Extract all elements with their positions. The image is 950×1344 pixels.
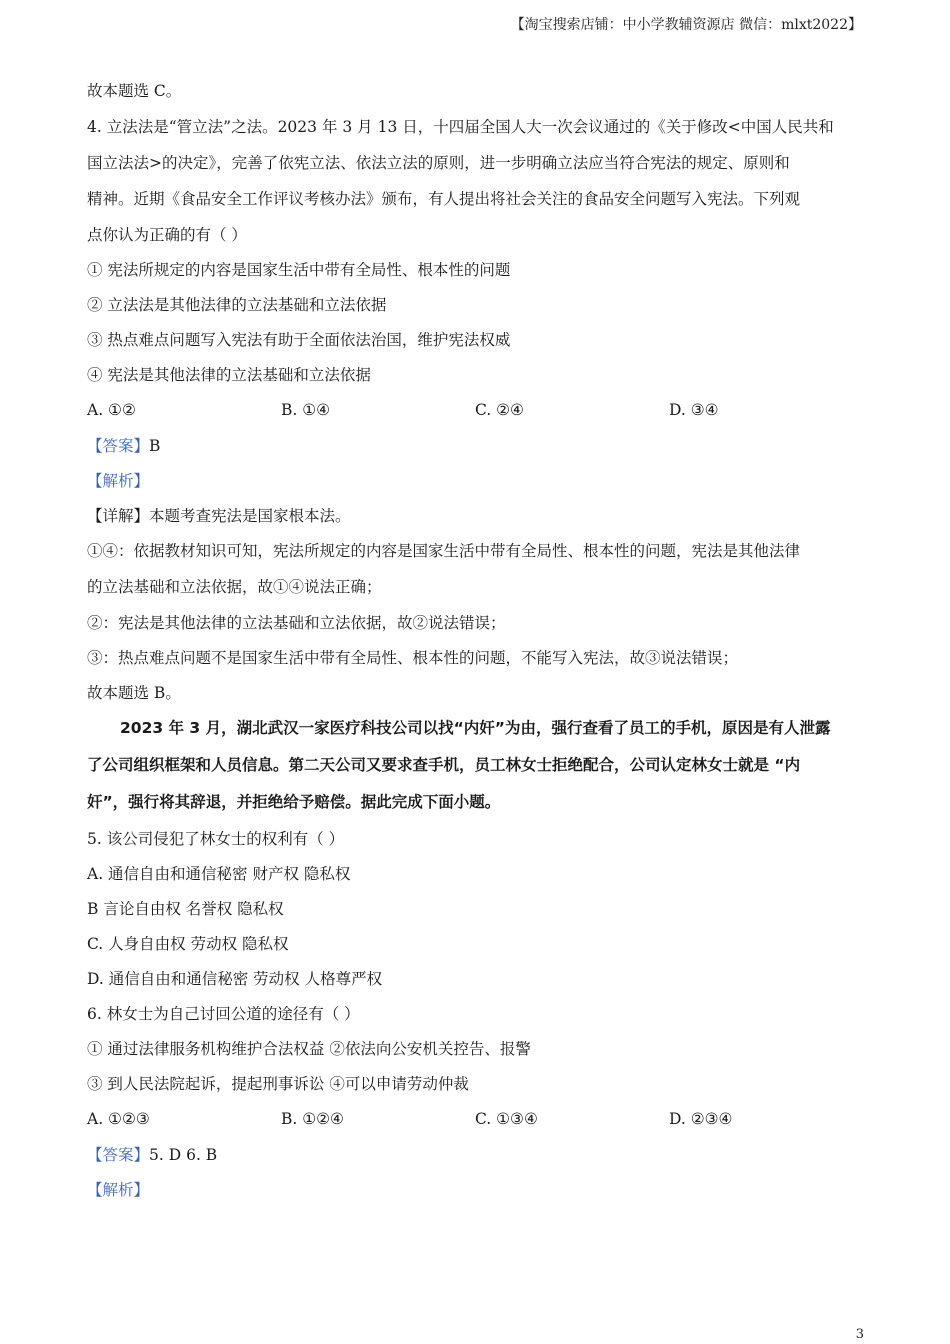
option-a: A. ①②③ — [87, 1110, 150, 1128]
text-line: 的立法基础和立法依据，故①④说法正确； — [87, 578, 382, 596]
material-passage: 2023 年 3 月，湖北武汉一家医疗科技公司以找“内奸”为由，强行查看了员工的手机，原因是有人泄露 — [120, 719, 831, 737]
answer-tag: 【答案】 — [87, 1146, 150, 1164]
question-6-stem: 6. 林女士为自己讨回公道的途径有（ ） — [87, 1005, 360, 1023]
answer-line — [87, 1142, 867, 1177]
statement-pair: ③ 到人民法院起诉，提起刑事诉讼 ④可以申请劳动仲裁 — [87, 1075, 469, 1093]
page-header-watermark: 【淘宝搜索店铺：中小学教辅资源店 微信：mlxt2022】 — [510, 17, 862, 33]
text-line: 国立法法>的决定》，完善了依宪立法、依法立法的原则，进一步明确立法应当符合宪法的规定、原则和 — [87, 154, 790, 172]
text-line: 【详解】本题考查宪法是国家根本法。 — [87, 507, 351, 525]
statement-1: ① 宪法所规定的内容是国家生活中带有全局性、根本性的问题 — [87, 261, 511, 279]
option-d: D. ③④ — [669, 401, 719, 419]
answer-value: 5. D 6. B — [149, 1146, 218, 1164]
answer-tag: 【答案】 — [87, 437, 150, 455]
statement-4: ④ 宪法是其他法律的立法基础和立法依据 — [87, 366, 371, 384]
material-passage: 奸”，强行将其辞退，并拒绝给予赔偿。据此完成下面小题。 — [87, 793, 501, 811]
analysis-tag: 【解析】 — [87, 1181, 150, 1199]
statement-2: ② 立法法是其他法律的立法基础和立法依据 — [87, 296, 387, 314]
option-d: D. 通信自由和通信秘密 劳动权 人格尊严权 — [87, 970, 383, 988]
text-line: 故本题选 C。 — [87, 82, 182, 100]
text-line: 点你认为正确的有（ ） — [87, 226, 247, 244]
option-c: C. ①③④ — [475, 1110, 538, 1128]
question-5-stem: 5. 该公司侵犯了林女士的权利有（ ） — [87, 830, 345, 848]
text-line: 精神。近期《食品安全工作评议考核办法》颁布，有人提出将社会关注的食品安全问题写入宪法。下列观 — [87, 190, 801, 208]
text-line: ③：热点难点问题不是国家生活中带有全局性、根本性的问题，不能写入宪法，故③说法错误； — [87, 649, 739, 667]
statement-3: ③ 热点难点问题写入宪法有助于全面依法治国，维护宪法权威 — [87, 331, 511, 349]
answer-line — [87, 433, 867, 468]
question-6-options — [87, 1106, 867, 1142]
question-4-options — [87, 397, 867, 433]
option-a: A. 通信自由和通信秘密 财产权 隐私权 — [87, 865, 351, 883]
text-line: ①④：依据教材知识可知，宪法所规定的内容是国家生活中带有全局性、根本性的问题，宪法是其他法律 — [87, 542, 801, 560]
option-d: D. ②③④ — [669, 1110, 733, 1128]
statement-pair: ① 通过法律服务机构维护合法权益 ②依法向公安机关控告、报警 — [87, 1040, 531, 1058]
option-b: B 言论自由权 名誉权 隐私权 — [87, 900, 284, 918]
option-a: A. ①② — [87, 401, 136, 419]
document-body — [87, 78, 867, 1212]
analysis-tag: 【解析】 — [87, 472, 150, 490]
text-line: ②：宪法是其他法律的立法基础和立法依据，故②说法错误； — [87, 614, 506, 632]
page-number: 3 — [855, 1327, 864, 1342]
answer-value: B — [149, 437, 161, 455]
option-c: C. 人身自由权 劳动权 隐私权 — [87, 935, 289, 953]
option-c: C. ②④ — [475, 401, 524, 419]
text-line: 故本题选 B。 — [87, 684, 181, 702]
question-4-stem: 4. 立法法是“管立法”之法。2023 年 3 月 13 日，十四届全国人大一次会议通过的《关于修改<中国人民共和 — [87, 118, 834, 136]
material-passage: 了公司组织框架和人员信息。第二天公司又要求查手机，员工林女士拒绝配合，公司认定林女士就是 “内 — [87, 756, 801, 774]
option-b: B. ①②④ — [281, 1110, 344, 1128]
option-b: B. ①④ — [281, 401, 331, 419]
